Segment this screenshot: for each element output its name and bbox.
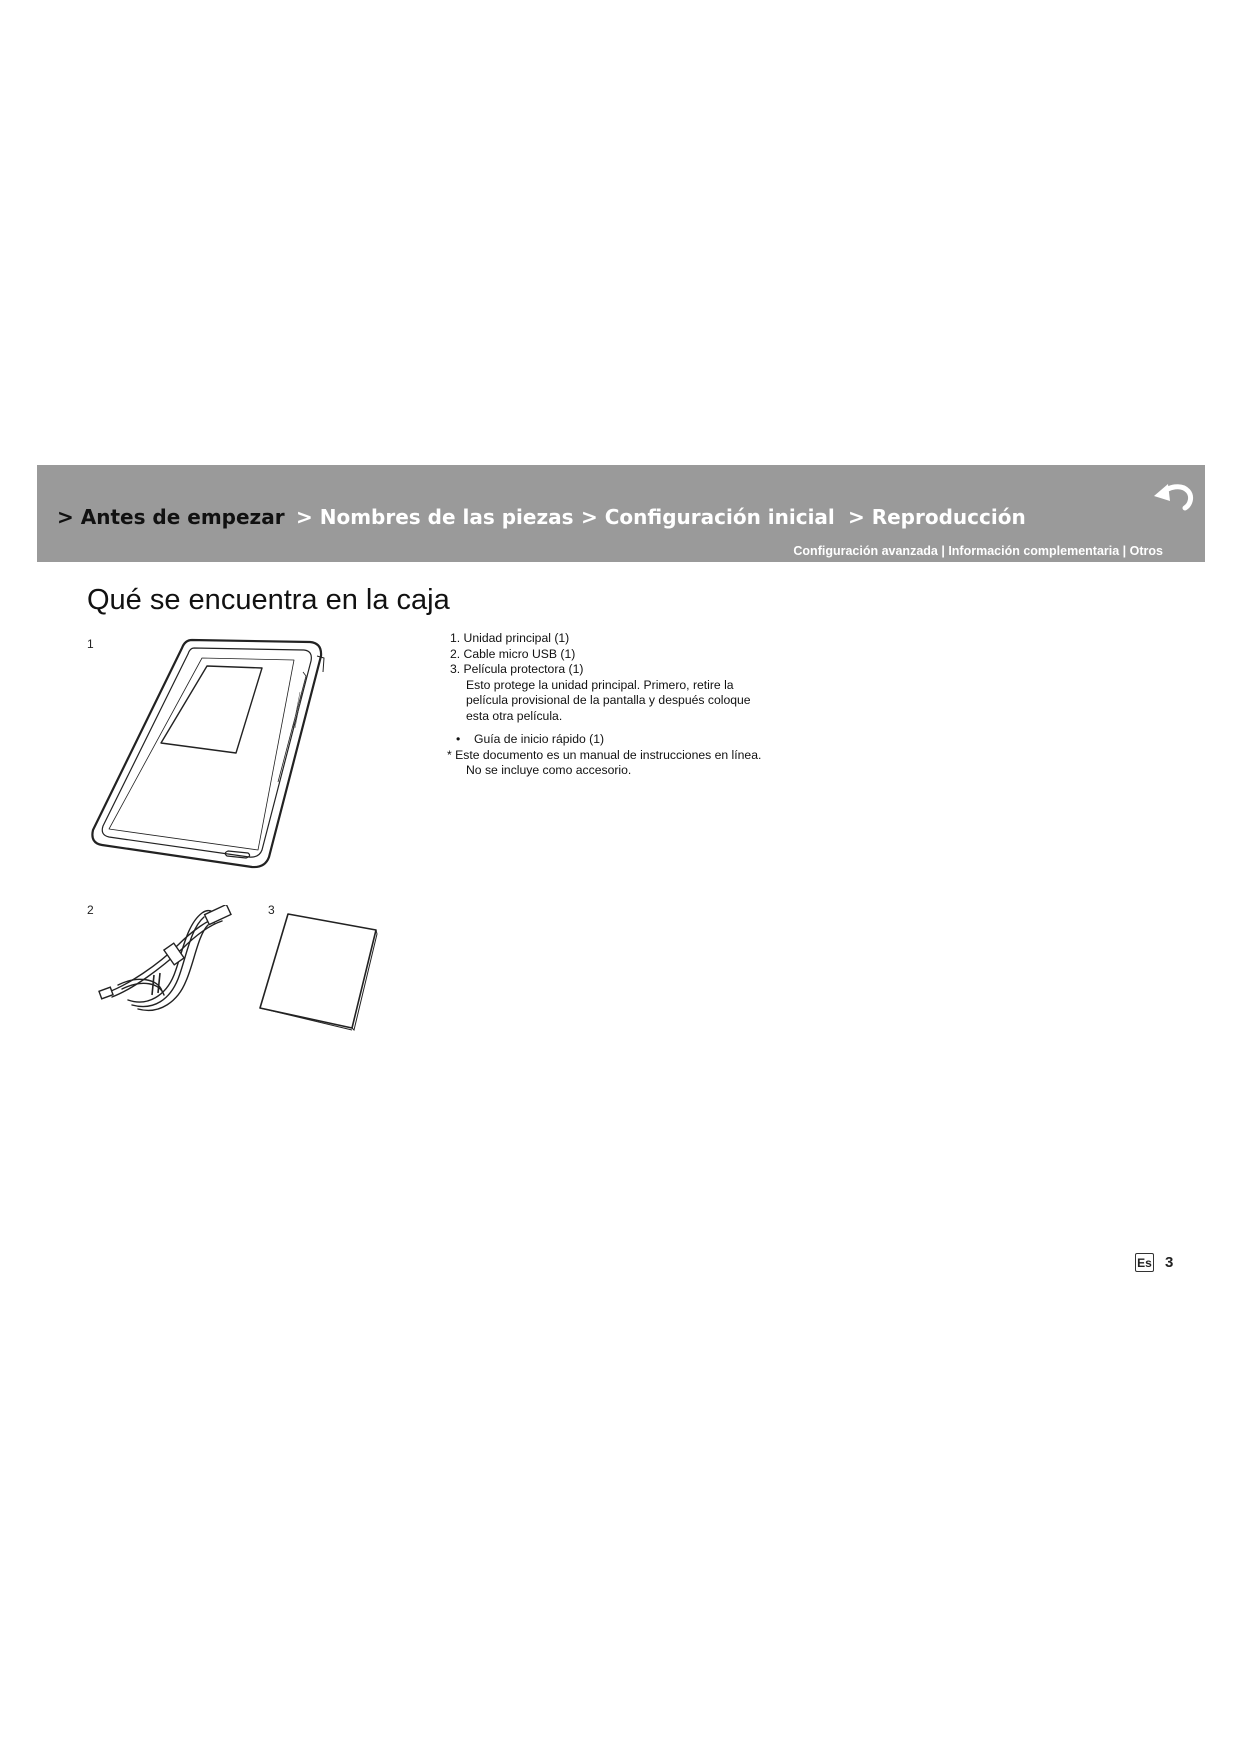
figure-label-3: 3 — [268, 903, 275, 917]
contents-list — [447, 631, 810, 779]
back-arrow-icon[interactable] — [1152, 477, 1196, 515]
footnote-line: No se incluye como accesorio. — [466, 763, 632, 777]
link-configuracion-avanzada[interactable]: Configuración avanzada — [793, 544, 938, 558]
usb-cable-illustration — [98, 905, 238, 1015]
tab-nombres-de-las-piezas[interactable]: > Nombres de las piezas — [296, 505, 574, 529]
figure-label-1: 1 — [87, 637, 94, 651]
protective-film-illustration — [256, 908, 384, 1033]
navigation-bar — [37, 465, 1205, 562]
tab-antes-de-empezar[interactable]: > Antes de empezar — [57, 505, 285, 529]
link-otros[interactable]: Otros — [1129, 544, 1163, 558]
bullet-icon: • — [456, 732, 461, 746]
page-footer — [1135, 1253, 1173, 1272]
link-separator: | — [937, 544, 949, 558]
language-badge: Es — [1135, 1253, 1154, 1272]
page-title: Qué se encuentra en la caja — [87, 584, 450, 616]
film-note-line: película provisional de la pantalla y después coloque — [466, 693, 751, 707]
bullet-item — [450, 732, 810, 748]
film-note-line: Esto protege la unidad principal. Primero, retire la — [466, 677, 734, 692]
film-note-line: esta otra película. — [466, 708, 563, 723]
link-separator: | — [1119, 544, 1130, 558]
tab-reproduccion[interactable]: > Reproducción — [848, 505, 1026, 529]
secondary-links — [793, 544, 1163, 558]
main-unit-illustration — [88, 632, 328, 872]
page-number: 3 — [1165, 1254, 1174, 1271]
list-item: 1. Unidad principal (1) — [450, 631, 570, 645]
link-informacion-complementaria[interactable]: Información complementaria — [948, 544, 1120, 558]
tab-configuracion-inicial[interactable]: > Configuración inicial — [581, 505, 835, 529]
footnote-line: * Este documento es un manual de instrucciones en línea. — [447, 747, 762, 762]
bullet-item-label: Guía de inicio rápido (1) — [474, 732, 605, 746]
figure-label-2: 2 — [87, 903, 94, 917]
list-item: 2. Cable micro USB (1) — [450, 646, 576, 661]
list-item: 3. Película protectora (1) — [450, 662, 584, 676]
